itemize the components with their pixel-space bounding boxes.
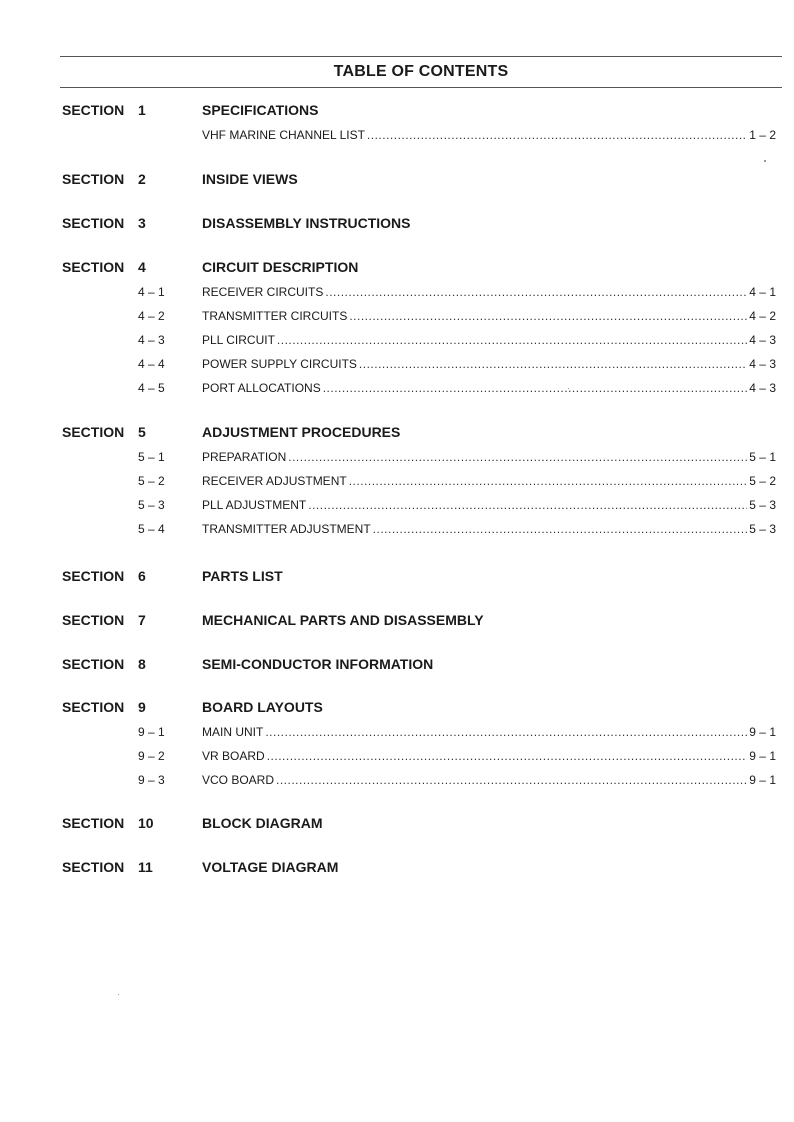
section-number: 1 [138,102,146,118]
page-number: 5 – 3 [749,498,776,512]
section-title: SEMI-CONDUCTOR INFORMATION [202,656,434,672]
toc-entry-line [202,522,776,536]
page-title: TABLE OF CONTENTS [333,63,509,80]
toc-entry [0,285,794,301]
section-label: SECTION [62,568,125,584]
dot-leader [308,498,747,512]
toc-entry [0,522,794,538]
toc-entry-line [202,309,776,323]
toc-entry [0,309,794,325]
toc-entry-line [202,498,776,512]
section-number: 4 [138,259,146,275]
section-number: 9 [138,699,146,715]
section-title: BLOCK DIAGRAM [202,815,323,831]
toc-entry [0,773,794,789]
section-title: VOLTAGE DIAGRAM [202,859,339,875]
subsection-number: 4 – 4 [138,357,165,371]
section-label: SECTION [62,102,125,118]
toc-entry-line [202,381,776,395]
section-title: BOARD LAYOUTS [202,699,323,715]
section-label: SECTION [62,612,125,628]
toc-entry [0,749,794,765]
entry-title: RECEIVER ADJUSTMENT [202,474,347,488]
page-number: 4 – 1 [749,285,776,299]
scan-speck [764,160,766,162]
dot-leader [267,749,748,763]
dot-leader [276,773,747,787]
section-heading [0,656,794,676]
entry-title: PLL ADJUSTMENT [202,498,307,512]
subsection-number: 9 – 3 [138,773,165,787]
section-title: MECHANICAL PARTS AND DISASSEMBLY [202,612,484,628]
toc-entry [0,498,794,514]
section-label: SECTION [62,171,125,187]
page-number: 1 – 2 [749,128,776,142]
toc-entry [0,474,794,490]
page-number: 9 – 1 [749,725,776,739]
section-number: 10 [138,815,154,831]
section-heading [0,859,794,879]
toc-entry-line [202,725,776,739]
subsection-number: 4 – 5 [138,381,165,395]
subsection-number: 4 – 2 [138,309,165,323]
section-heading [0,612,794,632]
dot-leader [373,522,748,536]
scan-speck [118,994,119,995]
section-title: PARTS LIST [202,568,283,584]
section-label: SECTION [62,699,125,715]
toc-entry-line [202,749,776,763]
entry-title: PORT ALLOCATIONS [202,381,321,395]
section-heading [0,215,794,235]
section-heading [0,424,794,444]
toc-entry [0,381,794,397]
subsection-number: 9 – 1 [138,725,165,739]
section-number: 6 [138,568,146,584]
section-title: INSIDE VIEWS [202,171,298,187]
entry-title: POWER SUPPLY CIRCUITS [202,357,357,371]
page-number: 5 – 3 [749,522,776,536]
section-title: DISASSEMBLY INSTRUCTIONS [202,215,411,231]
subsection-number: 5 – 2 [138,474,165,488]
section-heading [0,568,794,588]
entry-title: TRANSMITTER ADJUSTMENT [202,522,371,536]
toc-entry [0,128,794,144]
entry-title: VCO BOARD [202,773,275,787]
section-number: 5 [138,424,146,440]
page-number: 5 – 1 [749,450,776,464]
page-number: 4 – 3 [749,357,776,371]
entry-title: VHF MARINE CHANNEL LIST [202,128,365,142]
section-heading [0,171,794,191]
toc-entry [0,725,794,741]
toc-entry-line [202,357,776,371]
section-heading [0,815,794,835]
section-number: 8 [138,656,146,672]
subsection-number: 5 – 1 [138,450,165,464]
entry-title: PREPARATION [202,450,287,464]
dot-leader [359,357,747,371]
subsection-number: 4 – 3 [138,333,165,347]
section-label: SECTION [62,215,125,231]
dot-leader [265,725,747,739]
subsection-number: 4 – 1 [138,285,165,299]
entry-title: TRANSMITTER CIRCUITS [202,309,348,323]
subsection-number: 5 – 3 [138,498,165,512]
entry-title: PLL CIRCUIT [202,333,275,347]
section-heading [0,102,794,122]
toc-entry [0,357,794,373]
dot-leader [349,309,747,323]
section-heading [0,699,794,719]
subsection-number: 5 – 4 [138,522,165,536]
section-number: 2 [138,171,146,187]
section-number: 3 [138,215,146,231]
page-number: 5 – 2 [749,474,776,488]
section-number: 7 [138,612,146,628]
toc-entry-line [202,333,776,347]
section-label: SECTION [62,815,125,831]
toc-entry [0,333,794,349]
toc-entry-line [202,285,776,299]
page-number: 9 – 1 [749,773,776,787]
subsection-number: 9 – 2 [138,749,165,763]
dot-leader [349,474,748,488]
section-label: SECTION [62,424,125,440]
page-number: 9 – 1 [749,749,776,763]
scan-speck [568,388,569,389]
section-title: ADJUSTMENT PROCEDURES [202,424,401,440]
dot-leader [323,381,748,395]
toc-entry-line [202,450,776,464]
section-title: SPECIFICATIONS [202,102,319,118]
section-label: SECTION [62,259,125,275]
page-number: 4 – 3 [749,381,776,395]
toc-entry [0,450,794,466]
dot-leader [277,333,747,347]
toc-entry-line [202,128,776,142]
dot-leader [367,128,747,142]
page-number: 4 – 2 [749,309,776,323]
entry-title: VR BOARD [202,749,265,763]
toc-entry-line [202,773,776,787]
dot-leader [325,285,747,299]
dot-leader [288,450,747,464]
title-underline [60,87,782,88]
section-number: 11 [138,859,153,875]
top-rule [60,56,782,57]
toc-entry-line [202,474,776,488]
entry-title: MAIN UNIT [202,725,264,739]
entry-title: RECEIVER CIRCUITS [202,285,324,299]
section-title: CIRCUIT DESCRIPTION [202,259,359,275]
section-label: SECTION [62,859,125,875]
section-heading [0,259,794,279]
section-label: SECTION [62,656,125,672]
page-number: 4 – 3 [749,333,776,347]
